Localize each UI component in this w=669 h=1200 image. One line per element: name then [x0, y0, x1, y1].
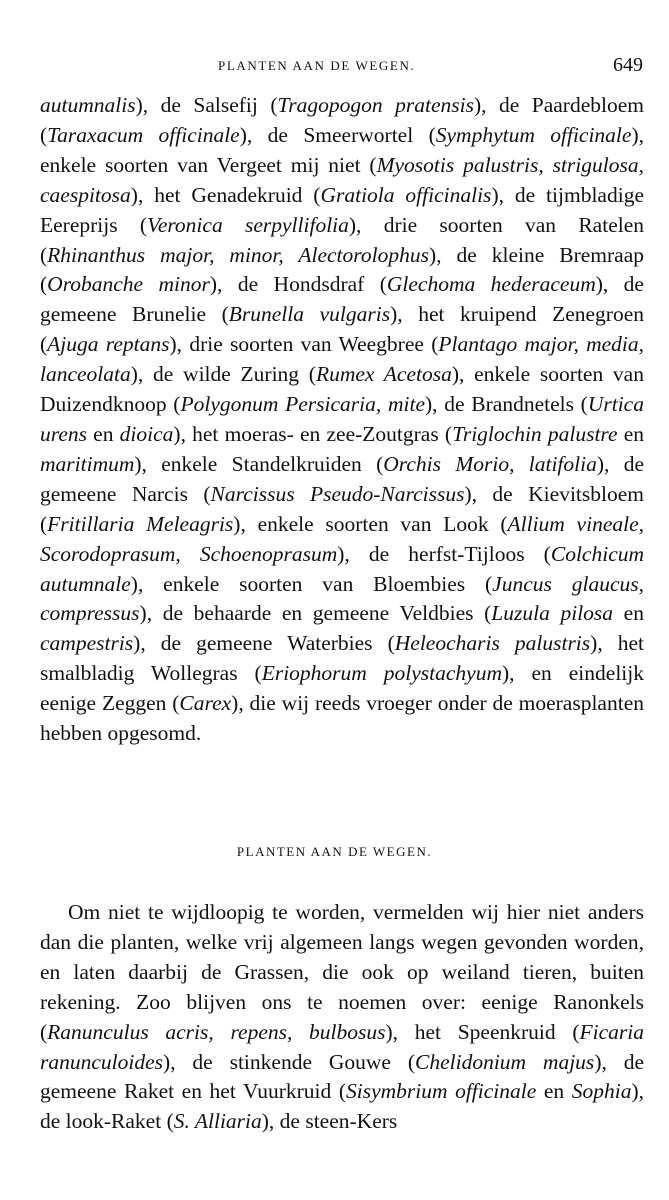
- latin-name: Brunella vulgaris: [228, 302, 391, 327]
- latin-name: Rumex Acetosa: [315, 362, 452, 387]
- latin-name: Orobanche minor: [47, 272, 210, 297]
- text-run: ), de herfst-Tijloos (: [337, 541, 551, 566]
- text-run: ), het smalbladig Wollegras (: [40, 631, 644, 686]
- text-run: ), enkele soorten van Vergeet mij niet (: [40, 122, 644, 177]
- text-run: ), enkele soorten van Look (: [233, 511, 508, 536]
- text-run: ), drie soorten van Ratelen (: [40, 212, 644, 267]
- text-run: ), de Kievitsbloem (: [40, 481, 644, 536]
- text-run: ), drie soorten van Weegbree (: [169, 332, 439, 357]
- text-run: ), enkele soorten van Duizendknoop (: [40, 362, 644, 417]
- text-run: ), de steen-Kers: [261, 1109, 398, 1134]
- running-head-title: PLANTEN AAN DE WEGEN.: [218, 58, 416, 73]
- latin-name: Chelidonium majus: [414, 1049, 595, 1074]
- latin-name: Taraxacum officinale: [47, 122, 240, 147]
- text-run: ), enkele Standelkruiden (: [134, 451, 384, 476]
- text-run: ), de Paardebloem (: [40, 93, 644, 147]
- text-run: ), het kruipend Zenegroen (: [40, 302, 644, 357]
- page-number: 649: [613, 54, 643, 76]
- text-run: Om niet te wijdloopig te worden, vermelden wij hier niet anders dan die planten, welke vrij algemeen langs wegen gevonden worden, en laten daarbij de Grassen, die ook op weiland tieren, buiten rekening. Zoo blijven ons te noemen over: eenige Ranonkels (: [40, 900, 644, 1044]
- text-run: ), de wilde Zuring (: [130, 362, 316, 387]
- latin-name: Colchicum autumnale: [40, 541, 645, 596]
- latin-name: Triglochin palustre: [452, 421, 618, 446]
- text-run: ), het moeras- en zee-Zoutgras (: [173, 421, 453, 446]
- latin-name: Veronica serpyllifolia: [147, 212, 349, 237]
- latin-name: Myosotis palustris, strigulosa, caespitosa: [40, 152, 644, 207]
- latin-name: Narcissus Pseudo-Narcissus: [210, 481, 465, 506]
- latin-name: Tragopogon pratensis: [277, 93, 474, 117]
- latin-name: campestris: [40, 631, 134, 656]
- latin-name: Carex: [179, 691, 232, 716]
- latin-name: Heleocharis palustris: [394, 631, 591, 656]
- latin-name: Sisymbrium officinale: [345, 1079, 537, 1104]
- text-run: ), de Smeerwortel (: [239, 122, 436, 147]
- text-run: ), de gemeene Raket en het Vuurkruid (: [40, 1049, 645, 1104]
- text-run: ), de Salsefij (: [135, 93, 278, 117]
- latin-name: Luzula pilosa: [491, 601, 614, 626]
- latin-name: Eriophorum polystachyum: [261, 661, 502, 686]
- paragraph-continued: [40, 91, 644, 749]
- text-run: en: [617, 421, 645, 446]
- latin-name: Glechoma hederaceum: [386, 272, 596, 297]
- text-run: en: [86, 421, 120, 446]
- latin-name: Allium vineale, Scorodoprasum, Schoenoprasum: [40, 511, 644, 566]
- text-run: ), en eindelijk eenige Zeggen (: [40, 661, 644, 716]
- text-run: ), de gemeene Brunelie (: [40, 272, 644, 327]
- text-run: ), de behaarde en gemeene Veldbies (: [139, 601, 492, 626]
- latin-name: Juncus glaucus, compressus: [40, 571, 644, 626]
- text-run: ), de gemeene Waterbies (: [133, 631, 395, 656]
- latin-name: Rhinanthus major, minor, Alectorolophus: [47, 242, 429, 267]
- latin-name: Sophia: [571, 1079, 632, 1104]
- text-run: en: [613, 601, 644, 626]
- latin-name: S. Alliaria: [173, 1109, 262, 1134]
- text-run: ), de stinkende Gouwe (: [163, 1049, 415, 1074]
- latin-name: dioica: [119, 421, 174, 446]
- paragraph-section-intro: [40, 898, 644, 1137]
- text-run: ), de gemeene Narcis (: [40, 451, 644, 506]
- text-run: ), de Hondsdraf (: [209, 272, 387, 297]
- latin-name: Gratiola officinalis: [320, 182, 492, 207]
- text-run: ), de Brandnetels (: [425, 392, 588, 417]
- text-run: ), het Genadekruid (: [130, 182, 321, 207]
- text-run: ), die wij reeds vroeger onder de moerasplanten hebben opgesomd.: [40, 691, 644, 746]
- latin-name: Ranunculus acris, repens, bulbosus: [47, 1019, 386, 1044]
- latin-name: autumnalis: [40, 93, 136, 117]
- text-run: en: [536, 1079, 572, 1104]
- text-run: ), de kleine Bremraap (: [40, 242, 644, 297]
- section-heading: PLANTEN AAN DE WEGEN.: [236, 844, 433, 859]
- latin-name: Orchis Morio, latifolia: [383, 451, 597, 476]
- latin-name: Ajuga reptans: [47, 332, 170, 357]
- latin-name: Plantago major, media, lanceolata: [40, 332, 645, 387]
- latin-name: Fritillaria Meleagris: [47, 511, 234, 536]
- latin-name: maritimum: [40, 451, 135, 476]
- text-run: ), de look-Raket (: [40, 1079, 644, 1134]
- text-run: ), het Speenkruid (: [385, 1019, 580, 1044]
- text-run: ), enkele soorten van Bloembies (: [130, 571, 493, 596]
- running-head: [0, 56, 669, 80]
- text-run: ), de tijmbladige Eereprijs (: [40, 182, 644, 237]
- latin-name: Symphytum officinale: [435, 122, 632, 147]
- latin-name: Ficaria ranunculoides: [40, 1019, 644, 1074]
- latin-name: Urtica urens: [40, 392, 644, 446]
- latin-name: Polygonum Persicaria, mite: [180, 392, 425, 417]
